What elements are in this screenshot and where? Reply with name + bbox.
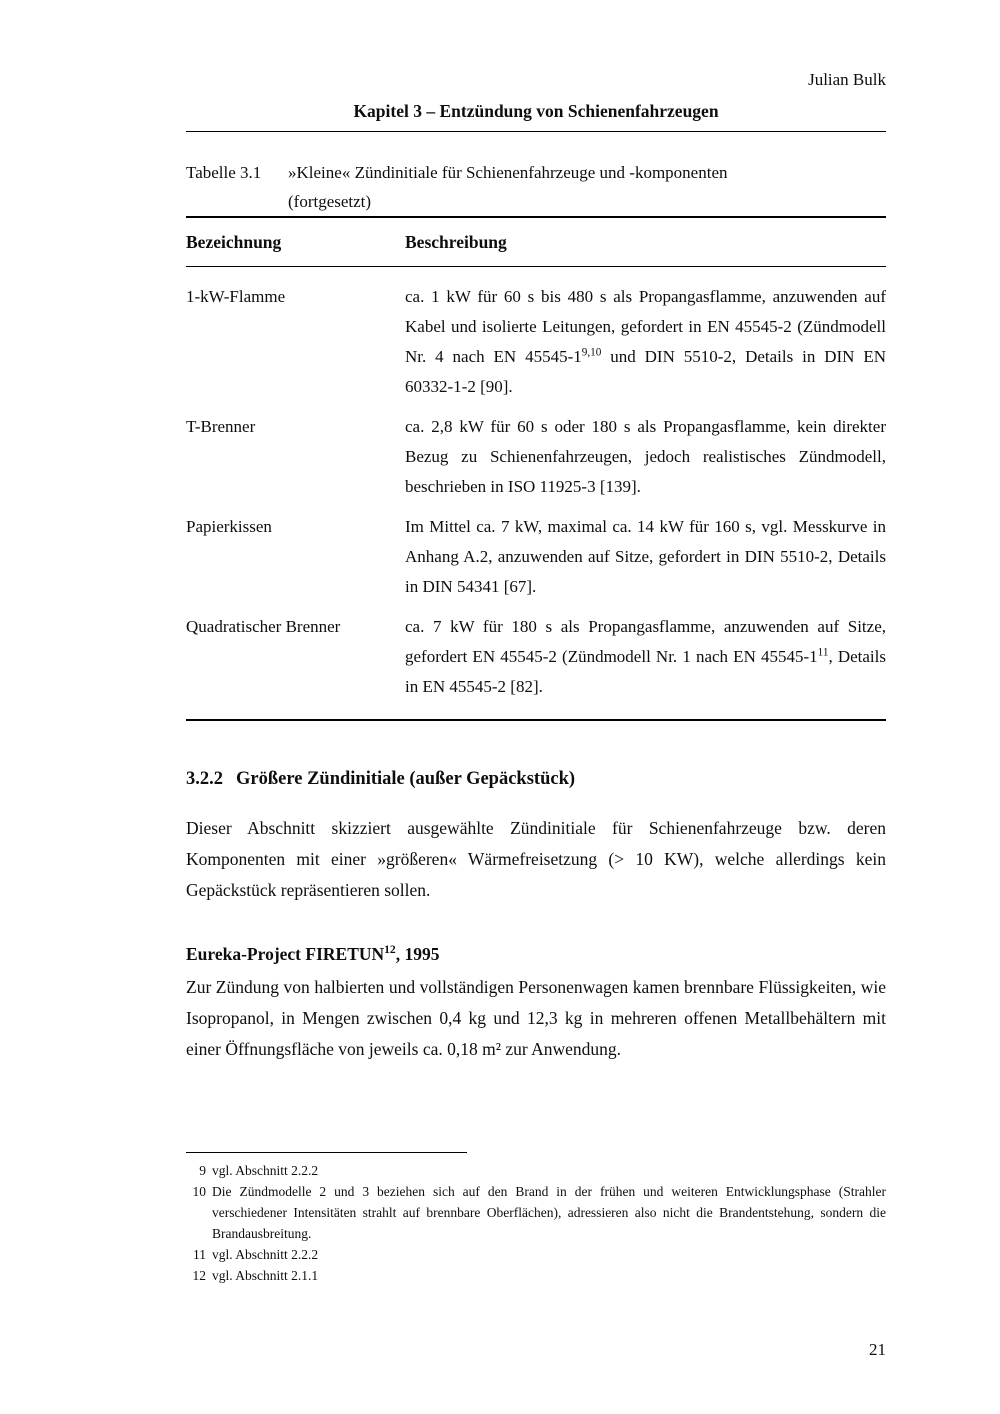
footnote-text: Die Zündmodelle 2 und 3 beziehen sich auf den Brand in der frühen und weiteren Entwicklungsphase (Strahler verschiedener Intensitäten strahlt auf brennbare Oberflächen), adressieren also nicht die Brandentstehung, sondern die Brandausbreitung. (212, 1184, 886, 1241)
row-desc-cell: ca. 1 kW für 60 s bis 480 s als Propangasflamme, anzuwenden auf Kabel und isolierte Leitungen, gefordert in EN 45545-2 (Zündmodell Nr. 4 nach EN 45545-1$^{9,10}$ und DIN 5510-2, Details in DIN EN 60332-1-2 [90]. (405, 287, 886, 396)
table-row (186, 512, 886, 602)
table-caption (186, 158, 886, 216)
table-row (186, 412, 886, 502)
footnote-number: 12 (192, 1268, 206, 1283)
row-desc-cell: Im Mittel ca. 7 kW, maximal ca. 14 kW für 160 s, vgl. Messkurve in Anhang A.2, anzuwenden auf Sitze, gefordert in DIN 5510-2, Details in DIN 54341 [67]. (405, 517, 886, 596)
table-header-beschreibung: Beschreibung (405, 232, 507, 252)
table-caption-line2: (fortgesetzt) (288, 192, 372, 211)
footnote-text: vgl. Abschnitt 2.1.1 (212, 1268, 319, 1283)
footnote-number: 10 (192, 1184, 206, 1199)
section-number: 3.2.2 (186, 769, 223, 789)
section-heading (186, 767, 886, 791)
ignition-sources-table (186, 216, 886, 721)
table-caption-line1: »Kleine« Zündinitiale für Schienenfahrzeuge und -komponenten (288, 163, 728, 182)
section-title: Größere Zündinitiale (außer Gepäckstück) (236, 769, 576, 789)
subsection-paragraph: Zur Zündung von halbierten und vollständigen Personenwagen kamen brennbare Flüssigkeiten, wie Isopropanol, in Mengen zwischen 0,4 kg und 12,3 kg in mehreren offenen Metallbehältern mit einer Öffnungsfläche von jeweils ca. 0,18 m² zur Anwendung. (186, 977, 886, 1059)
table-caption-label: Tabelle 3.1 (186, 163, 262, 182)
table-row (186, 612, 886, 702)
subsection-heading: Eureka-Project FIRETUN$^{12}$, 1995 (186, 944, 440, 964)
table-header-bezeichnung: Bezeichnung (186, 232, 282, 252)
page-content (186, 0, 886, 1065)
row-name-cell: Quadratischer Brenner (186, 617, 341, 636)
section-paragraph: Dieser Abschnitt skizziert ausgewählte Zündinitiale für Schienenfahrzeuge bzw. deren Komponenten mit einer »größeren« Wärmefreisetzung (> 10 KW), welche allerdings kein Gepäckstück repräsentieren sollen. (186, 818, 886, 900)
footnote-number: 9 (199, 1163, 206, 1178)
row-desc-cell: ca. 2,8 kW für 60 s oder 180 s als Propangasflamme, kein direkter Bezug zu Schienenfahrzeugen, jedoch realistisches Zündmodell, beschrieben in ISO 11925-3 [139]. (405, 417, 886, 496)
row-name-cell: T-Brenner (186, 417, 256, 436)
page-number: 21 (869, 1340, 886, 1359)
footnote (186, 1181, 886, 1244)
footnotes-block (186, 1152, 886, 1286)
footnote-number: 11 (193, 1247, 206, 1262)
table-body (186, 267, 886, 719)
running-header-author: Julian Bulk (808, 70, 886, 89)
row-desc-cell: ca. 7 kW für 180 s als Propangasflamme, anzuwenden auf Sitze, gefordert EN 45545-2 (Zündmodell Nr. 1 nach EN $45545-1^{11}$, Details in EN 45545-2 [82]. (405, 617, 886, 696)
running-header-chapter-title: Kapitel 3 – Entzündung von Schienenfahrzeugen (186, 101, 886, 132)
footnote (186, 1265, 886, 1286)
footnote-text: vgl. Abschnitt 2.2.2 (212, 1163, 319, 1178)
row-name-cell: 1-kW-Flamme (186, 287, 286, 306)
table-row (186, 282, 886, 402)
footnote (186, 1160, 886, 1181)
footnote-separator-rule (186, 1152, 467, 1153)
table-header-row (186, 218, 886, 267)
footnote-text: vgl. Abschnitt 2.2.2 (212, 1247, 319, 1262)
footnote (186, 1244, 886, 1265)
table-caption-text (288, 158, 886, 216)
row-name-cell: Papierkissen (186, 517, 272, 536)
